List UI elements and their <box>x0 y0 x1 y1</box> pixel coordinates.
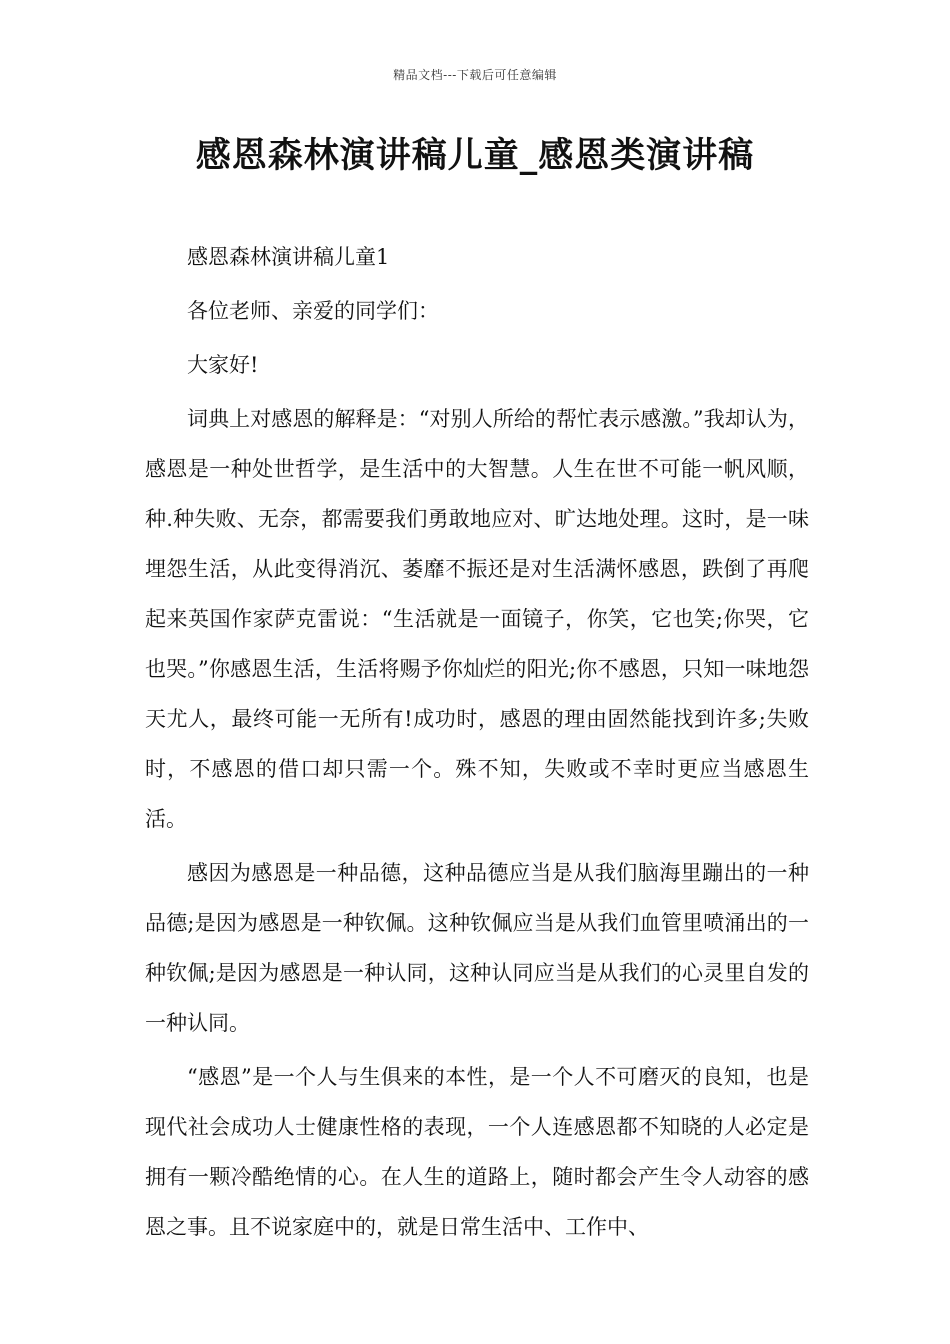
document-body <box>145 232 809 1256</box>
greeting: 大家好! <box>187 353 259 377</box>
document-title: 感恩森林演讲稿儿童_感恩类演讲稿 <box>195 136 755 176</box>
paragraph: 感因为感恩是一种品德，这种品德应当是从我们脑海里蹦出的一种品德;是因为感恩是一种钦佩。这种钦佩应当是从我们血管里喷涌出的一种钦佩;是因为感恩是一种认同，这种认同应当是从我们的心灵里自发的一种认同。 <box>145 861 809 1035</box>
paragraph: “感恩”是一个人与生俱来的本性，是一个人不可磨灭的良知，也是现代社会成功人士健康性格的表现，一个人连感恩都不知晓的人必定是拥有一颗冷酷绝情的心。在人生的道路上，随时都会产生令人动容的感恩之事。且不说家庭中的，就是日常生活中、工作中、 <box>145 1065 809 1239</box>
paragraph: 词典上对感恩的解释是：“对别人所给的帮忙表示感激。”我却认为，感恩是一种处世哲学，是生活中的大智慧。人生在世不可能一帆风顺，种.种失败、无奈，都需要我们勇敢地应对、旷达地处理。这时，是一味埋怨生活，从此变得消沉、萎靡不振还是对生活满怀感恩，跌倒了再爬起来英国作家萨克雷说：“生活就是一面镜子，你笑，它也笑;你哭，它也哭。”你感恩生活，生活将赐予你灿烂的阳光;你不感恩，只知一味地怨天尤人，最终可能一无所有!成功时，感恩的理由固然能找到许多;失败时，不感恩的借口却只需一个。殊不知，失败或不幸时更应当感恩生活。 <box>145 407 809 831</box>
speech-subtitle: 感恩森林演讲稿儿童1 <box>187 245 390 269</box>
header-note: 精品文档---下载后可任意编辑 <box>393 68 557 82</box>
salutation: 各位老师、亲爱的同学们： <box>187 299 439 323</box>
